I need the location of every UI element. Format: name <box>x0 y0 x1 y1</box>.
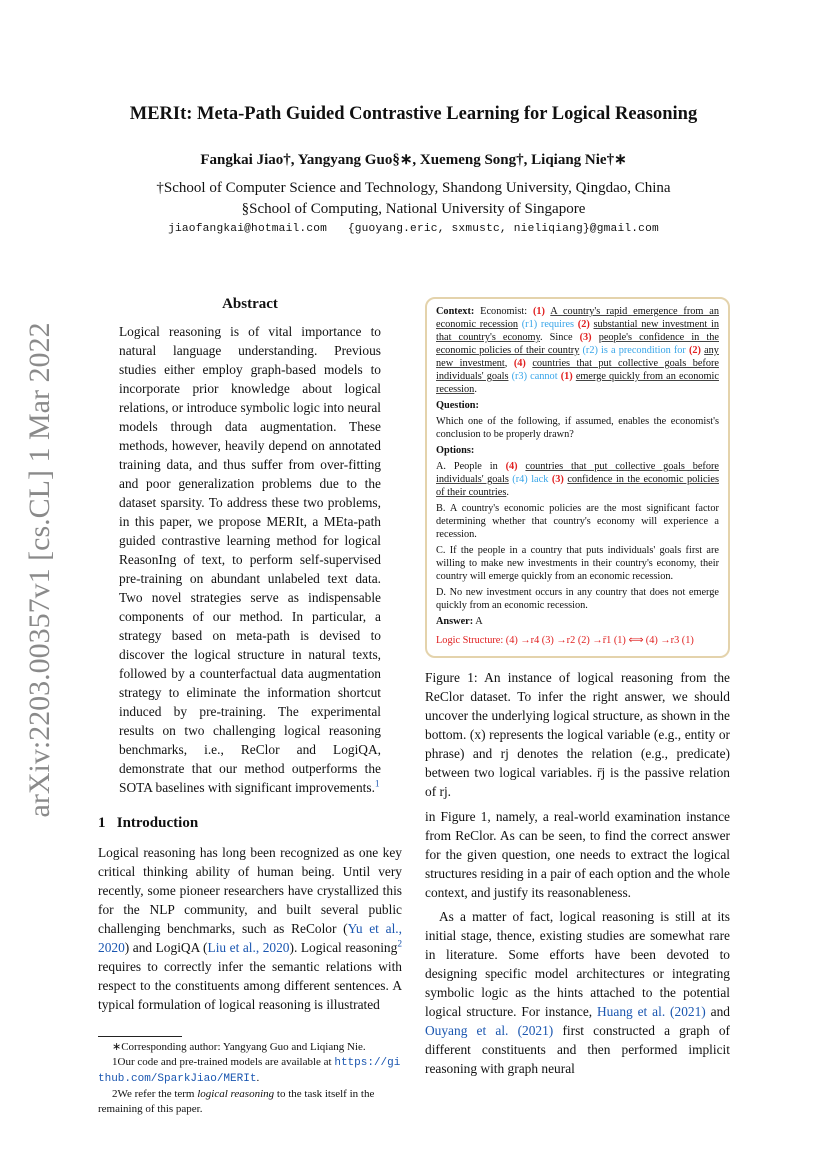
paper-title: MERIt: Meta-Path Guided Contrastive Learning for Logical Reasoning <box>129 104 698 124</box>
text: first constructed a graph of different constituents and then performed implicit reasoning with graph neural <box>425 1023 730 1076</box>
option-b: B. A country's economic policies are the most significant factor determining whether that country's economy will experience a recession. <box>436 503 719 540</box>
affiliation-1: †School of Computer Science and Technology, Shandong University, Qingdao, China <box>156 180 671 196</box>
intro-text: requires to correctly infer the semantic relations with respect to the constituents among different sentences. A typical formulation of logical reasoning is illustrated <box>98 959 402 1012</box>
footnote-0: ∗Corresponding author: Yangyang Guo and Liqiang Nie. <box>112 1041 366 1053</box>
abstract-body <box>119 322 381 797</box>
label: Question: <box>436 400 479 411</box>
footnote-text: . <box>256 1072 260 1084</box>
logical-variable: emerge quickly from an economic recession <box>436 371 719 395</box>
footnote-text: 2We refer the term <box>112 1088 198 1100</box>
option-c: C. If the people in a country that puts individuals' goals first are willing to make new investments in their country's economy, their country will emerge quickly from an economic recession. <box>436 545 719 582</box>
authors: Fangkai Jiao†, Yangyang Guo§∗, Xuemeng Song†, Liqiang Nie†∗ <box>200 152 627 168</box>
footnote-text: 1Our code and pre-trained models are available at <box>112 1056 335 1068</box>
question-text: Which one of the following, if assumed, enables the economist's conclusion to be properly drawn? <box>436 416 719 440</box>
variable-marker: (2) <box>577 319 590 330</box>
footnotes <box>98 1040 402 1117</box>
footnote-link[interactable]: 2 <box>397 939 403 950</box>
abstract-text: Logical reasoning is of vital importance to natural language understanding. Previous studies either employ graph-based models to incorporate prior knowledge about logical relations, or introduce symbolic logic into neural models through data augmentation. These methods, however, heavily depend on annotated training data, and thus suffer from over-fitting and poor generalization problems due to the dataset sparsity. To address these two problems, in this paper, we propose MERIt, a MEta-path guided contrastive learning method for logical ReasonIng of text, to perform self-supervised pre-training on abundant unlabeled text data. Two novel strategies serve as indispensable components of our method. In particular, a strategy based on meta-path is devised to discover the logical structure in natural texts, followed by a counterfactual data augmentation strategy to eliminate the information shortcut induced by pre-training. The experimental results on two challenging logical reasoning benchmarks, i.e., ReClor and LogiQA, demonstrate that our method outperforms the SOTA baselines with significant improvements. <box>119 324 381 795</box>
answer-label: Answer: <box>436 616 474 627</box>
affiliation-2: §School of Computing, National University of Singapore <box>241 201 586 217</box>
intro-text: ) and LogiQA ( <box>124 940 208 955</box>
figure-context <box>436 305 719 396</box>
logic-structure: Logic Structure: (4) →r4 (3) →r2 (2) →r̄1 (1) ⟺ (4) →r3 (1) <box>436 635 694 646</box>
variable-marker: (4) <box>513 358 526 369</box>
relation: (r3) cannot <box>511 371 558 382</box>
variable-marker: (1) <box>532 306 545 317</box>
text <box>592 332 599 343</box>
logical-variable: countries that put collective goals before individuals' goals <box>436 358 719 382</box>
logical-variable: people's confidence in the economic policies of their country <box>436 332 719 356</box>
variable-marker: (3) <box>579 332 592 343</box>
footnote-text: to the task itself in the remaining of this paper. <box>98 1088 375 1115</box>
figure-caption: Figure 1: An instance of logical reasoning from the ReClor dataset. To infer the right answer, we should uncover the underlying logical structure, as shown in the bottom. (x) represents the logical variable (e.g., entity or phrase) and rj denotes the relation (e.g., predicate) between two logical variables. r̄j is the passive relation of rj. <box>425 670 730 799</box>
text: . Since <box>539 332 580 343</box>
footnote-1 <box>98 1055 402 1087</box>
text: , <box>504 358 514 369</box>
abstract-heading: Abstract <box>222 296 278 312</box>
arxiv-stamp <box>20 322 60 818</box>
answer-value: A <box>473 616 483 627</box>
option-d: D. No new investment occurs in any country that does not emerge quickly from an economic recession. <box>436 587 719 611</box>
citation-link[interactable]: Huang et al. (2021) <box>597 1004 706 1019</box>
text: A. People in <box>436 461 506 472</box>
right-column-body <box>425 807 730 1078</box>
logical-variable: substantial new investment in that country's economy <box>436 319 719 343</box>
text: . <box>506 487 509 498</box>
relation: (r2) is a precondition for <box>582 345 686 356</box>
context-label: Context: <box>436 306 475 317</box>
variable-marker: (2) <box>688 345 701 356</box>
text: Economist: <box>474 306 533 317</box>
variable-marker: (4) <box>505 461 518 472</box>
logical-variable: countries that put collective goals before individuals' goals <box>436 461 719 485</box>
citation-link[interactable]: Yu et al., 2020 <box>98 921 402 955</box>
author-emails: jiaofangkai@hotmail.com {guoyang.eric, sxmustc, nieliqiang}@gmail.com <box>168 223 659 235</box>
variable-marker: (3) <box>551 474 564 485</box>
left-column <box>98 294 402 1117</box>
paragraph <box>425 907 730 1078</box>
introduction-body <box>98 843 402 1014</box>
footnote-rule <box>98 1036 182 1037</box>
intro-text: ). Logical reasoning <box>289 940 398 955</box>
question-label <box>436 399 719 412</box>
paragraph: in Figure 1, namely, a real-world examination instance from ReClor. As can be seen, to find the correct answer for the given question, one needs to extract the logical structures residing in a pair of each option and the whole context, and justify its reasonableness. <box>425 809 730 900</box>
relation: (r4) lack <box>512 474 549 485</box>
citation-link[interactable]: Ouyang et al. (2021) <box>425 1023 554 1038</box>
relation: (r1) requires <box>521 319 575 330</box>
text: . <box>474 384 477 395</box>
logical-variable: confidence in the economic policies of their countries <box>436 474 719 498</box>
label: Options: <box>436 445 475 456</box>
answer <box>436 615 719 628</box>
right-column <box>425 297 730 1078</box>
figure-1-box <box>425 297 730 658</box>
text: and <box>705 1004 730 1019</box>
variable-marker: (1) <box>560 371 573 382</box>
code-url-link[interactable]: https://github.com/SparkJiao/MERIt <box>98 1057 401 1085</box>
citation-link[interactable]: Liu et al., 2020 <box>207 940 290 955</box>
logical-variable: A country's rapid emergence from an economic recession <box>436 306 719 330</box>
footnote-emphasis: logical reasoning <box>197 1088 275 1100</box>
logical-variable: any new investment <box>436 345 719 369</box>
options-label <box>436 444 719 457</box>
text: As a matter of fact, logical reasoning is still at its initial stage, thence, existing studies are somewhat rare in literature. Some efforts have been devoted to designing specific model architectures or integrating symbolic logic as the hints attached to the potential logical structure. For instance, <box>425 909 730 1019</box>
footnote-link[interactable]: 1 <box>374 779 380 790</box>
intro-text: Logical reasoning has long been recognized as one key critical thinking ability of human being. Until very recently, some pioneer researchers have crystallized this for the NLP community, and built several public challenging benchmarks, such as ReColor ( <box>98 845 402 936</box>
option-a <box>436 460 719 499</box>
arxiv-id: arXiv:2203.00357v1 [cs.CL] 1 Mar 2022 <box>23 322 56 818</box>
section-heading-introduction: 1 Introduction <box>98 815 199 831</box>
footnote-2 <box>98 1087 402 1117</box>
